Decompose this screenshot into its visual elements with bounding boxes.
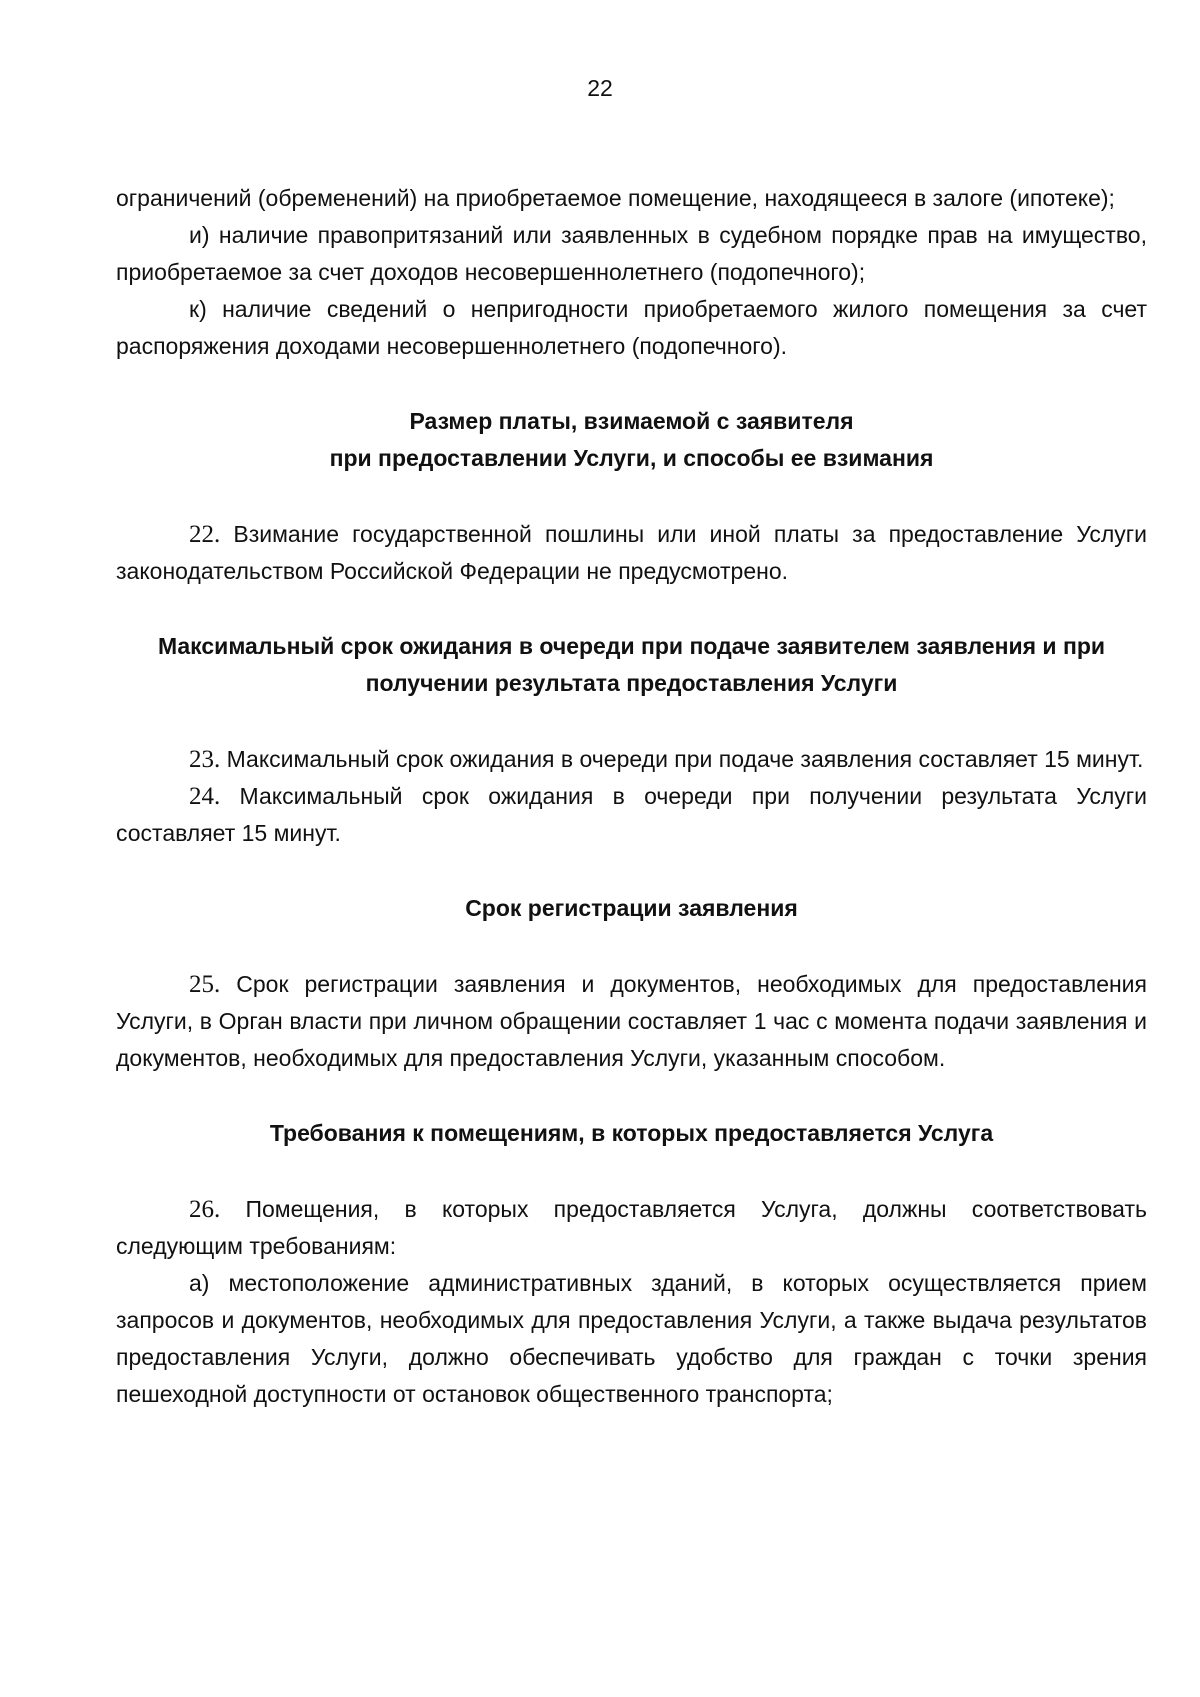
item-text: Максимальный срок ожидания в очереди при подаче заявления составляет 15 минут. — [220, 746, 1144, 772]
paragraph-continued: ограничений (обременений) на приобретаемое помещение, находящееся в залоге (ипотеке); — [116, 185, 1115, 211]
paragraph-item-k: к) наличие сведений о непригодности приобретаемого жилого помещения за счет распоряжения доходами несовершеннолетнего (подопечного). — [116, 296, 1147, 359]
item-text: Взимание государственной пошлины или иной платы за предоставление Услуги законодательством Российской Федерации не предусмотрено. — [116, 521, 1147, 584]
item-text: Помещения, в которых предоставляется Услуга, должны соответствовать следующим требованиям: — [116, 1196, 1147, 1259]
heading-line: Размер платы, взимаемой с заявителя — [409, 408, 854, 434]
paragraph-item-23 — [116, 741, 1147, 778]
item-number: 23. — [189, 746, 221, 773]
item-text: Максимальный срок ожидания в очереди при получении результата Услуги составляет 15 минут. — [116, 783, 1147, 846]
heading-line: Максимальный срок ожидания в очереди при подаче заявителем заявления и при — [157, 633, 1106, 659]
section-heading-queue — [116, 628, 1147, 702]
section-heading-registration — [116, 890, 1147, 927]
paragraph-item-25 — [116, 966, 1147, 1077]
heading-line: при предоставлении Услуги, и способы ее взимания — [329, 445, 934, 471]
page-number: 22 — [587, 75, 613, 101]
item-number: 26. — [189, 1196, 221, 1223]
heading-line: получении результата предоставления Услуги — [365, 670, 898, 696]
item-number: 25. — [189, 971, 221, 998]
section-heading-premises — [116, 1115, 1147, 1152]
document-body — [116, 180, 1147, 1413]
item-number: 22. — [189, 521, 221, 548]
section-heading-fee — [116, 403, 1147, 477]
item-text: Срок регистрации заявления и документов, необходимых для предоставления Услуги, в Орган власти при личном обращении составляет 1 час с момента подачи заявления и документов, необходимых для предоставления Услуги, указанным способом. — [116, 971, 1147, 1071]
heading-line: Требования к помещениям, в которых предоставляется Услуга — [269, 1120, 994, 1146]
paragraph-item-i: и) наличие правопритязаний или заявленных в судебном порядке прав на имущество, приобретаемое за счет доходов несовершеннолетнего (подопечного); — [116, 222, 1147, 285]
item-number: 24. — [189, 783, 221, 810]
paragraph-item-26 — [116, 1191, 1147, 1265]
paragraph-item-24 — [116, 778, 1147, 852]
paragraph-item-a: а) местоположение административных зданий, в которых осуществляется прием запросов и документов, необходимых для предоставления Услуги, а также выдача результатов предоставления Услуги, должно обеспечивать удобство для граждан с точки зрения пешеходной доступности от остановок общественного транспорта; — [116, 1270, 1147, 1407]
heading-line: Срок регистрации заявления — [465, 895, 798, 921]
paragraph-item-22 — [116, 516, 1147, 590]
